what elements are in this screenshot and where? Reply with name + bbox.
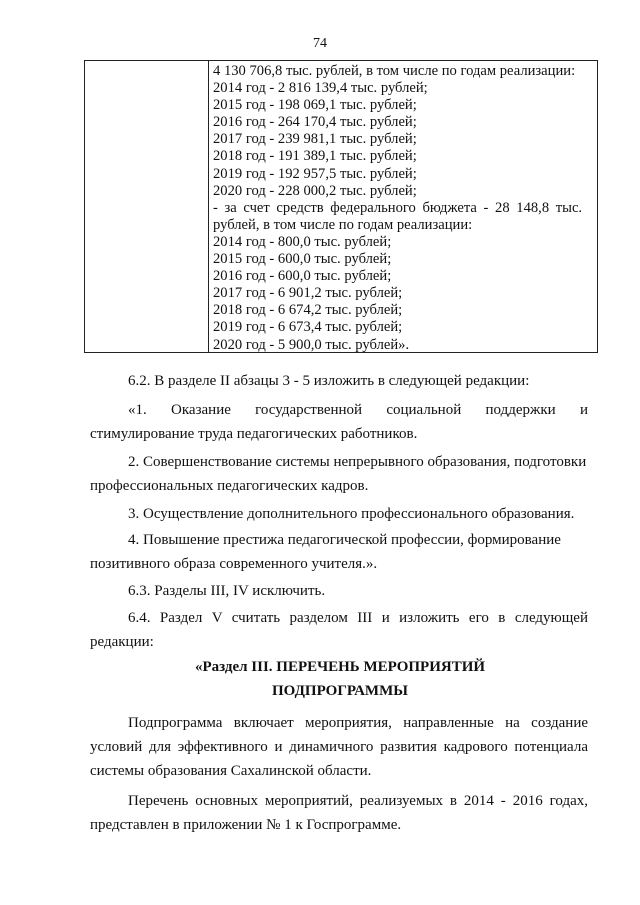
item-4-line-1: 4. Повышение престижа педагогической профессии, формирование [128, 532, 561, 548]
budget-line: 2018 год - 191 389,1 тыс. рублей; [213, 148, 417, 165]
paragraph-6-3: 6.3. Разделы III, IV исключить. [128, 583, 326, 599]
subprogram-line-1: Подпрограмма включает мероприятия, направленные на создание [128, 715, 588, 731]
paragraph-6-4-line-1: 6.4. Раздел V считать разделом III и изложить его в следующей [128, 610, 588, 626]
paragraph-6-4-line-2: редакции: [90, 634, 154, 650]
budget-line: 2018 год - 6 674,2 тыс. рублей; [213, 302, 403, 319]
budget-line: 2016 год - 264 170,4 тыс. рублей; [213, 114, 417, 131]
item-1-line-1: «1. Оказание государственной социальной поддержки и [128, 402, 588, 418]
section-heading-line-1: «Раздел III. ПЕРЕЧЕНЬ МЕРОПРИЯТИЙ [194, 659, 486, 675]
budget-line: 2016 год - 600,0 тыс. рублей; [213, 268, 392, 285]
budget-line: 2015 год - 198 069,1 тыс. рублей; [213, 97, 417, 114]
measures-list-line-1: Перечень основных мероприятий, реализуемых в 2014 - 2016 годах, [128, 793, 588, 809]
item-2-line-2: профессиональных педагогических кадров. [90, 478, 369, 494]
item-2-line-1: 2. Совершенствование системы непрерывного образования, подготовки [128, 454, 587, 470]
table-left-cell [85, 61, 209, 352]
section-heading-line-2: ПОДПРОГРАММЫ [272, 683, 408, 699]
subprogram-line-3: системы образования Сахалинской области. [90, 763, 372, 779]
subprogram-line-2: условий для эффективного и динамичного развития кадрового потенциала [90, 739, 588, 755]
budget-line: 4 130 706,8 тыс. рублей, в том числе по годам реализации: [213, 63, 576, 79]
budget-line: 2020 год - 228 000,2 тыс. рублей; [213, 182, 417, 199]
table-right-cell [209, 61, 597, 352]
budget-line: рублей, в том числе по годам реализации: [213, 216, 473, 233]
budget-line-federal: - за счет средств федерального бюджета - 28 148,8 тыс. [213, 199, 583, 216]
budget-line: 2017 год - 239 981,1 тыс. рублей; [213, 131, 417, 148]
item-3: 3. Осуществление дополнительного профессионального образования. [128, 506, 575, 522]
budget-table [84, 60, 598, 353]
budget-line: 2014 год - 800,0 тыс. рублей; [213, 233, 392, 250]
item-1-line-2: стимулирование труда педагогических работников. [90, 426, 418, 442]
item-4-line-2: позитивного образа современного учителя.». [90, 556, 378, 572]
budget-line: 2019 год - 192 957,5 тыс. рублей; [213, 165, 417, 182]
budget-line: 2017 год - 6 901,2 тыс. рублей; [213, 285, 403, 302]
measures-list-line-2: представлен в приложении № 1 к Госпрограмме. [90, 817, 402, 833]
budget-line: 2019 год - 6 673,4 тыс. рублей; [213, 319, 403, 336]
budget-line: 2014 год - 2 816 139,4 тыс. рублей; [213, 80, 428, 97]
budget-line: 2020 год - 5 900,0 тыс. рублей». [213, 336, 410, 353]
page-number: 74 [313, 36, 327, 51]
budget-line: 2015 год - 600,0 тыс. рублей; [213, 251, 392, 268]
paragraph-6-2: 6.2. В разделе II абзацы 3 - 5 изложить в следующей редакции: [128, 373, 530, 389]
